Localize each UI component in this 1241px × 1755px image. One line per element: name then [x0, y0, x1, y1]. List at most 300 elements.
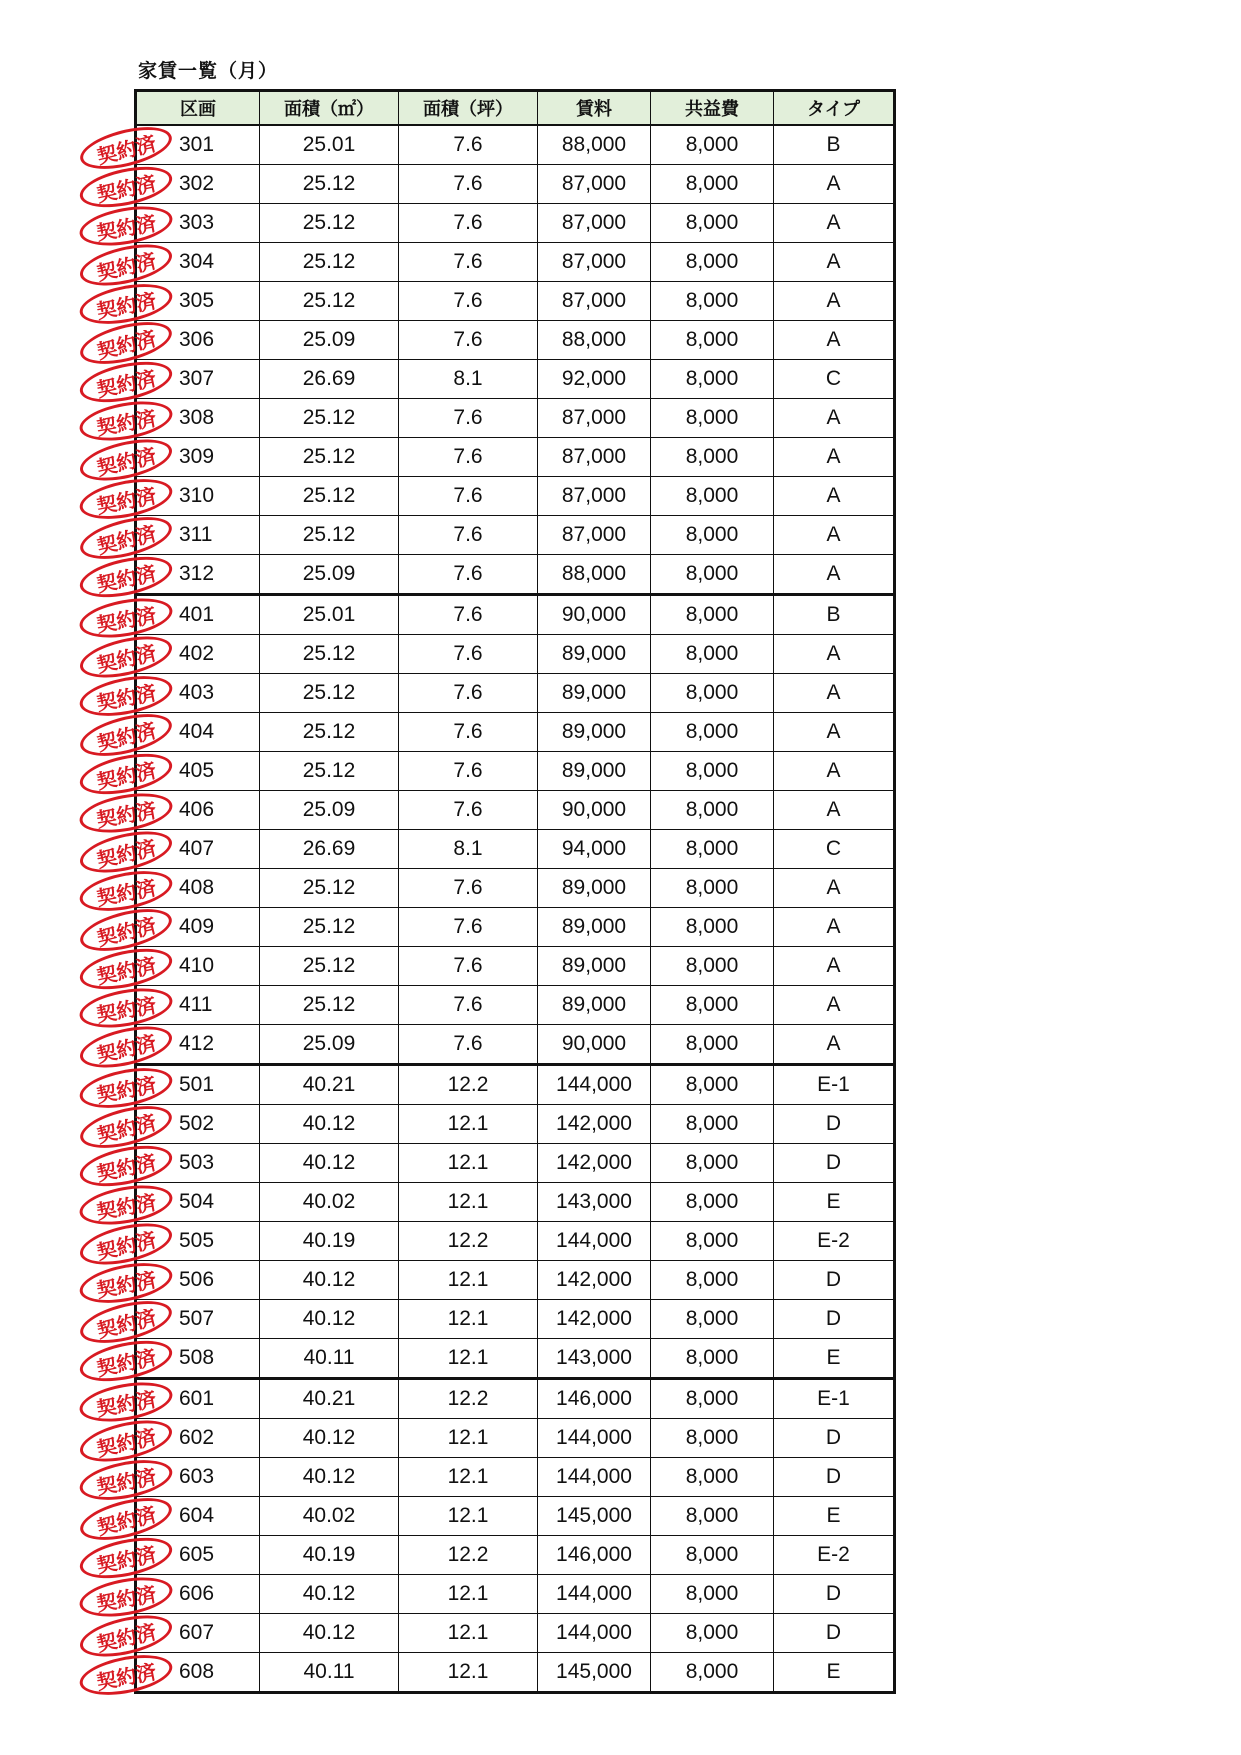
- area-sqm-cell: 25.12: [260, 516, 399, 555]
- area-sqm-cell: 25.12: [260, 165, 399, 204]
- area-tsubo-cell: 7.6: [399, 165, 538, 204]
- column-header-rent: 賃料: [538, 91, 651, 126]
- area-tsubo-cell: 7.6: [399, 1025, 538, 1065]
- rent-cell: 144,000: [538, 1065, 651, 1105]
- common-fee-cell: 8,000: [651, 1105, 774, 1144]
- area-sqm-cell: 25.09: [260, 555, 399, 595]
- contracted-stamp-text: 契約済: [94, 602, 158, 637]
- common-fee-cell: 8,000: [651, 477, 774, 516]
- rent-cell: 89,000: [538, 713, 651, 752]
- type-cell: D: [774, 1575, 895, 1614]
- area-sqm-cell: 40.12: [260, 1614, 399, 1653]
- rent-cell: 89,000: [538, 947, 651, 986]
- unit-number: 312: [179, 562, 215, 585]
- contracted-stamp-text: 契約済: [94, 1463, 159, 1499]
- common-fee-cell: 8,000: [651, 752, 774, 791]
- rent-cell: 88,000: [538, 125, 651, 165]
- contracted-stamp-text: 契約済: [94, 1344, 159, 1381]
- area-sqm-cell: 40.12: [260, 1300, 399, 1339]
- unit-cell: [94, 1339, 260, 1381]
- unit-number: 605: [179, 1543, 215, 1566]
- contracted-stamp-text: 契約済: [94, 130, 159, 169]
- area-sqm-cell: 25.12: [260, 204, 399, 243]
- contracted-stamp-text: 契約済: [94, 520, 159, 559]
- table-row: [136, 791, 895, 830]
- contracted-stamp-text: 契約済: [94, 797, 158, 832]
- area-tsubo-cell: 7.6: [399, 986, 538, 1025]
- type-cell: E: [774, 1497, 895, 1536]
- table-row: [136, 1300, 895, 1339]
- contracted-stamp-text: 契約済: [94, 287, 159, 323]
- common-fee-cell: 8,000: [651, 1419, 774, 1458]
- unit-number: 408: [179, 876, 215, 899]
- table-row: [136, 1222, 895, 1261]
- rent-cell: 89,000: [538, 752, 651, 791]
- unit-number: 302: [179, 172, 215, 195]
- unit-number: 310: [179, 484, 215, 507]
- area-sqm-cell: 25.12: [260, 282, 399, 321]
- type-cell: E: [774, 1653, 895, 1693]
- rent-cell: 88,000: [538, 321, 651, 360]
- unit-number: 405: [179, 759, 215, 782]
- type-cell: A: [774, 908, 895, 947]
- contracted-stamp-text: 契約済: [94, 874, 159, 910]
- rent-cell: 88,000: [538, 555, 651, 595]
- rent-cell: 89,000: [538, 986, 651, 1025]
- common-fee-cell: 8,000: [651, 1300, 774, 1339]
- contracted-stamp-text: 契約済: [94, 1581, 158, 1616]
- table-row: [136, 1183, 895, 1222]
- rent-cell: 146,000: [538, 1536, 651, 1575]
- area-sqm-cell: 40.19: [260, 1222, 399, 1261]
- area-tsubo-cell: 7.6: [399, 555, 538, 595]
- type-cell: E: [774, 1183, 895, 1222]
- area-tsubo-cell: 7.6: [399, 947, 538, 986]
- unit-number: 308: [179, 406, 215, 429]
- column-header-common-fee: 共益費: [651, 91, 774, 126]
- unit-number: 307: [179, 367, 215, 390]
- area-tsubo-cell: 12.2: [399, 1065, 538, 1105]
- page-title: 家賃一覧（月）: [138, 60, 279, 82]
- table-row: [136, 204, 895, 243]
- area-tsubo-cell: 7.6: [399, 438, 538, 477]
- area-tsubo-cell: 12.1: [399, 1419, 538, 1458]
- type-cell: D: [774, 1458, 895, 1497]
- common-fee-cell: 8,000: [651, 516, 774, 555]
- table-row: [136, 713, 895, 752]
- type-cell: E-2: [774, 1536, 895, 1575]
- rent-cell: 89,000: [538, 869, 651, 908]
- table-row: [136, 869, 895, 908]
- type-cell: A: [774, 282, 895, 321]
- area-tsubo-cell: 12.1: [399, 1497, 538, 1536]
- type-cell: A: [774, 399, 895, 438]
- unit-number: 404: [179, 720, 215, 743]
- contracted-stamp-text: 契約済: [94, 1227, 159, 1264]
- common-fee-cell: 8,000: [651, 791, 774, 830]
- area-sqm-cell: 40.19: [260, 1536, 399, 1575]
- table-row: [136, 1575, 895, 1614]
- type-cell: C: [774, 360, 895, 399]
- table-row: [136, 986, 895, 1025]
- common-fee-cell: 8,000: [651, 713, 774, 752]
- area-sqm-cell: 25.12: [260, 752, 399, 791]
- contracted-stamp-text: 契約済: [94, 210, 158, 245]
- table-row: [136, 1379, 895, 1419]
- unit-cell: [94, 1144, 260, 1186]
- table-row: [136, 908, 895, 947]
- contracted-stamp-text: 契約済: [94, 1149, 159, 1186]
- area-sqm-cell: 40.02: [260, 1183, 399, 1222]
- table-row: [136, 1065, 895, 1105]
- area-sqm-cell: 25.12: [260, 986, 399, 1025]
- column-header-unit: 区画: [136, 91, 260, 126]
- type-cell: A: [774, 869, 895, 908]
- rent-cell: 143,000: [538, 1183, 651, 1222]
- unit-cell: [94, 713, 260, 756]
- rent-cell: 143,000: [538, 1339, 651, 1379]
- contracted-stamp-text: 契約済: [94, 757, 159, 794]
- table-row: [136, 438, 895, 477]
- unit-cell: [94, 1497, 260, 1540]
- unit-cell: [94, 986, 260, 1027]
- table-row: [136, 555, 895, 595]
- common-fee-cell: 8,000: [651, 399, 774, 438]
- contracted-stamp-text: 契約済: [94, 1266, 159, 1302]
- unit-number: 502: [179, 1112, 215, 1135]
- unit-number: 311: [179, 523, 213, 546]
- contracted-stamp-text: 契約済: [94, 1386, 158, 1421]
- type-cell: A: [774, 986, 895, 1025]
- common-fee-cell: 8,000: [651, 1183, 774, 1222]
- type-cell: A: [774, 165, 895, 204]
- table-row: [136, 1025, 895, 1065]
- common-fee-cell: 8,000: [651, 1497, 774, 1536]
- contracted-stamp-text: 契約済: [94, 952, 159, 989]
- contracted-stamp-text: 契約済: [94, 992, 158, 1027]
- area-tsubo-cell: 7.6: [399, 752, 538, 791]
- unit-cell: [94, 125, 260, 169]
- unit-number: 306: [179, 328, 215, 351]
- contracted-stamp-text: 契約済: [94, 482, 159, 518]
- type-cell: D: [774, 1144, 895, 1183]
- common-fee-cell: 8,000: [651, 1575, 774, 1614]
- unit-cell: [94, 1458, 260, 1499]
- contracted-stamp-text: 契約済: [94, 717, 159, 756]
- area-tsubo-cell: 7.6: [399, 477, 538, 516]
- unit-number: 606: [179, 1582, 215, 1605]
- unit-number: 301: [179, 133, 215, 156]
- area-sqm-cell: 26.69: [260, 360, 399, 399]
- unit-cell: [94, 438, 260, 480]
- contracted-stamp-text: 契約済: [94, 560, 159, 597]
- contracted-stamp-text: 契約済: [94, 170, 159, 207]
- common-fee-cell: 8,000: [651, 1261, 774, 1300]
- area-tsubo-cell: 12.1: [399, 1105, 538, 1144]
- type-cell: A: [774, 438, 895, 477]
- rent-cell: 144,000: [538, 1419, 651, 1458]
- area-sqm-cell: 40.02: [260, 1497, 399, 1536]
- table-row: [136, 674, 895, 713]
- contracted-stamp-text: 契約済: [94, 1501, 159, 1540]
- table-row: [136, 1653, 895, 1693]
- unit-number: 507: [179, 1307, 215, 1330]
- area-tsubo-cell: 12.2: [399, 1536, 538, 1575]
- rent-cell: 90,000: [538, 791, 651, 830]
- area-tsubo-cell: 7.6: [399, 321, 538, 360]
- common-fee-cell: 8,000: [651, 1614, 774, 1653]
- unit-cell: [94, 595, 260, 637]
- type-cell: E-1: [774, 1065, 895, 1105]
- table-row: [136, 125, 895, 165]
- common-fee-cell: 8,000: [651, 282, 774, 321]
- area-sqm-cell: 25.12: [260, 635, 399, 674]
- common-fee-cell: 8,000: [651, 1458, 774, 1497]
- area-tsubo-cell: 12.1: [399, 1300, 538, 1339]
- contracted-stamp-text: 契約済: [94, 365, 159, 402]
- common-fee-cell: 8,000: [651, 674, 774, 713]
- contracted-stamp-text: 契約済: [94, 248, 159, 285]
- rent-cell: 90,000: [538, 1025, 651, 1065]
- unit-number: 303: [179, 211, 215, 234]
- common-fee-cell: 8,000: [651, 635, 774, 674]
- common-fee-cell: 8,000: [651, 360, 774, 399]
- area-tsubo-cell: 7.6: [399, 869, 538, 908]
- area-tsubo-cell: 7.6: [399, 204, 538, 243]
- unit-cell: [94, 1379, 260, 1421]
- type-cell: A: [774, 752, 895, 791]
- rent-cell: 87,000: [538, 477, 651, 516]
- area-tsubo-cell: 12.2: [399, 1379, 538, 1419]
- contracted-stamp-text: 契約済: [94, 325, 159, 364]
- rent-cell: 145,000: [538, 1497, 651, 1536]
- column-header-area-sqm: 面積（㎡）: [260, 91, 399, 126]
- rent-cell: 87,000: [538, 165, 651, 204]
- common-fee-cell: 8,000: [651, 1222, 774, 1261]
- unit-number: 401: [179, 603, 215, 626]
- unit-number: 503: [179, 1151, 215, 1174]
- unit-number: 304: [179, 250, 215, 273]
- type-cell: D: [774, 1300, 895, 1339]
- unit-cell: [94, 282, 260, 323]
- area-sqm-cell: 25.12: [260, 477, 399, 516]
- contracted-stamp-text: 契約済: [94, 1424, 159, 1461]
- rent-cell: 142,000: [538, 1300, 651, 1339]
- unit-cell: [94, 1261, 260, 1302]
- area-tsubo-cell: 7.6: [399, 282, 538, 321]
- area-tsubo-cell: 7.6: [399, 516, 538, 555]
- contracted-stamp-text: 契約済: [94, 1619, 159, 1656]
- unit-cell: [94, 165, 260, 207]
- unit-cell: [94, 674, 260, 715]
- area-tsubo-cell: 12.1: [399, 1653, 538, 1693]
- common-fee-cell: 8,000: [651, 947, 774, 986]
- table-row: [136, 752, 895, 791]
- contracted-stamp-text: 契約済: [94, 679, 159, 715]
- unit-cell: [94, 1222, 260, 1264]
- unit-cell: [94, 1575, 260, 1616]
- table-row: [136, 1458, 895, 1497]
- unit-number: 505: [179, 1229, 215, 1252]
- area-tsubo-cell: 7.6: [399, 595, 538, 635]
- area-tsubo-cell: 12.1: [399, 1183, 538, 1222]
- type-cell: A: [774, 791, 895, 830]
- area-sqm-cell: 40.12: [260, 1575, 399, 1614]
- unit-cell: [94, 869, 260, 910]
- contracted-stamp-text: 契約済: [94, 912, 159, 951]
- area-sqm-cell: 25.01: [260, 595, 399, 635]
- table-row: [136, 1536, 895, 1575]
- rent-cell: 144,000: [538, 1222, 651, 1261]
- type-cell: A: [774, 204, 895, 243]
- area-sqm-cell: 25.12: [260, 947, 399, 986]
- unit-number: 506: [179, 1268, 215, 1291]
- rent-cell: 142,000: [538, 1261, 651, 1300]
- rent-cell: 90,000: [538, 595, 651, 635]
- type-cell: D: [774, 1614, 895, 1653]
- common-fee-cell: 8,000: [651, 595, 774, 635]
- common-fee-cell: 8,000: [651, 438, 774, 477]
- contracted-stamp-text: 契約済: [94, 1541, 159, 1578]
- unit-number: 608: [179, 1660, 215, 1683]
- rent-cell: 87,000: [538, 399, 651, 438]
- unit-cell: [94, 1183, 260, 1224]
- type-cell: A: [774, 947, 895, 986]
- area-tsubo-cell: 7.6: [399, 243, 538, 282]
- unit-number: 406: [179, 798, 215, 821]
- table-row: [136, 165, 895, 204]
- area-tsubo-cell: 7.6: [399, 635, 538, 674]
- table-row: [136, 360, 895, 399]
- unit-cell: [94, 516, 260, 559]
- area-sqm-cell: 40.12: [260, 1261, 399, 1300]
- column-header-type: タイプ: [774, 91, 895, 126]
- contracted-stamp: [76, 1648, 175, 1701]
- unit-number: 309: [179, 445, 215, 468]
- rent-cell: 87,000: [538, 438, 651, 477]
- unit-cell: [94, 477, 260, 518]
- unit-cell: [94, 947, 260, 989]
- area-tsubo-cell: 12.1: [399, 1575, 538, 1614]
- unit-number: 603: [179, 1465, 215, 1488]
- unit-number: 409: [179, 915, 215, 938]
- contracted-stamp-text: 契約済: [94, 443, 159, 480]
- common-fee-cell: 8,000: [651, 1065, 774, 1105]
- rent-cell: 89,000: [538, 674, 651, 713]
- common-fee-cell: 8,000: [651, 321, 774, 360]
- type-cell: A: [774, 674, 895, 713]
- area-sqm-cell: 25.12: [260, 869, 399, 908]
- table-row: [136, 1419, 895, 1458]
- rent-cell: 94,000: [538, 830, 651, 869]
- rent-table: [94, 89, 896, 1694]
- rent-cell: 87,000: [538, 243, 651, 282]
- area-sqm-cell: 40.21: [260, 1379, 399, 1419]
- contracted-stamp-text: 契約済: [94, 1658, 159, 1694]
- unit-cell: [94, 321, 260, 364]
- rent-cell: 89,000: [538, 635, 651, 674]
- table-row: [136, 282, 895, 321]
- common-fee-cell: 8,000: [651, 986, 774, 1025]
- area-tsubo-cell: 7.6: [399, 125, 538, 165]
- common-fee-cell: 8,000: [651, 125, 774, 165]
- table-row: [136, 1105, 895, 1144]
- rent-cell: 144,000: [538, 1575, 651, 1614]
- rent-cell: 146,000: [538, 1379, 651, 1419]
- unit-number: 604: [179, 1504, 215, 1527]
- area-tsubo-cell: 7.6: [399, 908, 538, 947]
- unit-cell: [94, 1300, 260, 1343]
- unit-number: 504: [179, 1190, 215, 1213]
- area-tsubo-cell: 7.6: [399, 713, 538, 752]
- rent-cell: 87,000: [538, 516, 651, 555]
- unit-number: 602: [179, 1426, 215, 1449]
- area-tsubo-cell: 12.2: [399, 1222, 538, 1261]
- type-cell: A: [774, 635, 895, 674]
- type-cell: A: [774, 243, 895, 282]
- common-fee-cell: 8,000: [651, 204, 774, 243]
- area-tsubo-cell: 7.6: [399, 399, 538, 438]
- rent-cell: 142,000: [538, 1144, 651, 1183]
- contracted-stamp-text: 契約済: [94, 835, 159, 872]
- table-row: [136, 1339, 895, 1379]
- common-fee-cell: 8,000: [651, 1379, 774, 1419]
- table-row: [136, 516, 895, 555]
- unit-number: 411: [179, 993, 213, 1016]
- common-fee-cell: 8,000: [651, 243, 774, 282]
- area-sqm-cell: 40.12: [260, 1458, 399, 1497]
- rent-cell: 142,000: [538, 1105, 651, 1144]
- contracted-stamp-text: 契約済: [94, 1030, 159, 1067]
- type-cell: B: [774, 125, 895, 165]
- area-sqm-cell: 40.11: [260, 1339, 399, 1379]
- table-row: [136, 399, 895, 438]
- unit-number: 305: [179, 289, 215, 312]
- area-sqm-cell: 26.69: [260, 830, 399, 869]
- type-cell: E-2: [774, 1222, 895, 1261]
- rent-cell: 144,000: [538, 1458, 651, 1497]
- table-row: [136, 635, 895, 674]
- area-sqm-cell: 25.12: [260, 908, 399, 947]
- contracted-stamp-text: 契約済: [94, 1189, 158, 1224]
- rent-cell: 89,000: [538, 908, 651, 947]
- unit-cell: [94, 830, 260, 872]
- area-tsubo-cell: 8.1: [399, 830, 538, 869]
- table-row: [136, 477, 895, 516]
- unit-cell: [94, 399, 260, 440]
- unit-number: 412: [179, 1032, 215, 1055]
- unit-cell: [94, 204, 260, 245]
- unit-number: 407: [179, 837, 215, 860]
- area-tsubo-cell: 8.1: [399, 360, 538, 399]
- type-cell: A: [774, 713, 895, 752]
- unit-cell: [94, 752, 260, 794]
- common-fee-cell: 8,000: [651, 869, 774, 908]
- area-tsubo-cell: 7.6: [399, 791, 538, 830]
- type-cell: B: [774, 595, 895, 635]
- area-sqm-cell: 40.12: [260, 1144, 399, 1183]
- area-sqm-cell: 25.12: [260, 399, 399, 438]
- type-cell: E-1: [774, 1379, 895, 1419]
- table-row: [136, 1497, 895, 1536]
- unit-cell: [94, 908, 260, 951]
- common-fee-cell: 8,000: [651, 1653, 774, 1693]
- type-cell: A: [774, 1025, 895, 1065]
- area-sqm-cell: 40.11: [260, 1653, 399, 1693]
- type-cell: A: [774, 477, 895, 516]
- unit-number: 403: [179, 681, 215, 704]
- area-sqm-cell: 25.12: [260, 438, 399, 477]
